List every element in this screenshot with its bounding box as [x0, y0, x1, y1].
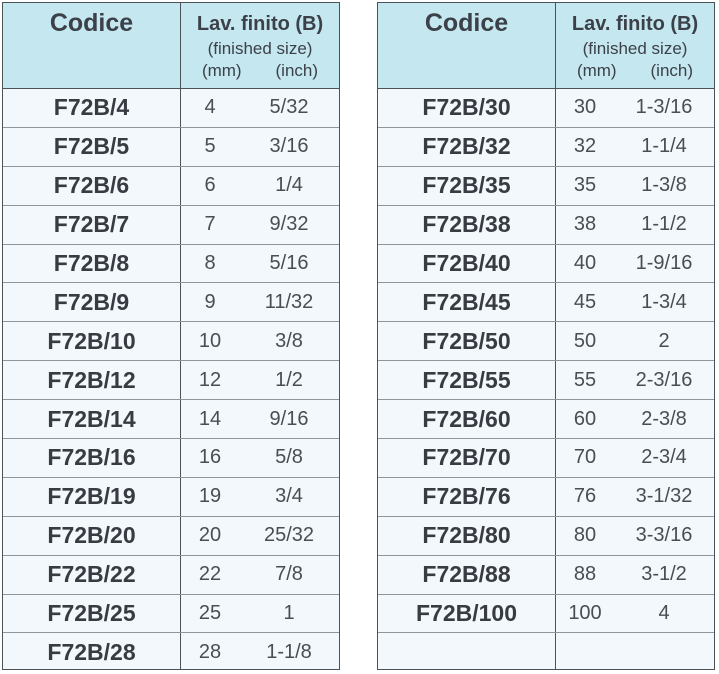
mm-cell: 7 — [204, 213, 216, 236]
table-row — [3, 439, 339, 478]
mm-cell: 28 — [198, 640, 222, 663]
table-row — [3, 89, 339, 128]
code-cell: F72B/100 — [378, 595, 556, 633]
code-cell — [378, 633, 556, 670]
code-cell: F72B/80 — [378, 517, 556, 555]
mm-cell: 38 — [573, 213, 597, 236]
table-row — [378, 595, 714, 634]
size-header-title: Lav. finito (B) — [196, 13, 324, 35]
table-row — [3, 167, 339, 206]
inch-cell: 1/4 — [275, 174, 303, 197]
mm-cell: 32 — [573, 135, 597, 158]
mm-cell: 60 — [573, 407, 597, 430]
inch-cell: 1 — [283, 602, 295, 625]
mm-cell: 4 — [204, 96, 216, 119]
inch-cell: 2 — [658, 329, 670, 352]
mm-cell: 88 — [573, 563, 597, 586]
code-cell: F72B/5 — [3, 128, 181, 166]
mm-cell: 100 — [568, 602, 602, 625]
unit-inch-label: (inch) — [650, 61, 694, 80]
inch-cell: 2-3/8 — [641, 407, 687, 430]
table-row — [3, 478, 339, 517]
code-cell: F72B/38 — [378, 206, 556, 244]
mm-cell: 12 — [198, 368, 222, 391]
mm-cell: 9 — [204, 290, 216, 313]
inch-cell: 1-1/4 — [641, 135, 687, 158]
table-row — [3, 400, 339, 439]
inch-cell: 1-3/16 — [635, 96, 693, 119]
size-header-title: Lav. finito (B) — [571, 13, 699, 35]
size-header-subtitle: (finished size) — [582, 39, 688, 58]
inch-cell: 11/32 — [264, 290, 314, 313]
code-cell: F72B/8 — [3, 245, 181, 283]
code-cell: F72B/14 — [3, 400, 181, 438]
table-row — [378, 556, 714, 595]
code-cell: F72B/19 — [3, 478, 181, 516]
unit-labels — [556, 61, 714, 81]
table-row — [378, 128, 714, 167]
table-row — [3, 245, 339, 284]
table-body — [378, 89, 714, 670]
inch-cell: 5/32 — [269, 96, 309, 119]
table-row — [378, 517, 714, 556]
table-row — [3, 595, 339, 634]
mm-cell: 50 — [573, 329, 597, 352]
inch-cell: 3-1/2 — [641, 563, 687, 586]
code-column-header: Codice — [3, 3, 181, 88]
table-row — [378, 400, 714, 439]
mm-cell: 16 — [198, 446, 222, 469]
inch-cell: 9/16 — [269, 407, 309, 430]
table-row — [3, 206, 339, 245]
inch-cell: 2-3/16 — [635, 368, 693, 391]
mm-cell: 70 — [573, 446, 597, 469]
table-row — [378, 89, 714, 128]
unit-mm-label: (mm) — [576, 61, 617, 80]
inch-cell: 3-1/32 — [635, 485, 693, 508]
unit-labels — [181, 61, 339, 81]
inch-cell: 3/16 — [269, 135, 309, 158]
mm-cell: 20 — [198, 524, 222, 547]
code-cell: F72B/35 — [378, 167, 556, 205]
inch-cell: 1-1/8 — [266, 640, 312, 663]
code-cell: F72B/45 — [378, 283, 556, 321]
inch-cell: 1-1/2 — [641, 213, 687, 236]
table-row — [378, 633, 714, 670]
mm-cell: 6 — [204, 174, 216, 197]
inch-cell: 1-9/16 — [635, 252, 693, 274]
inch-cell: 5/16 — [269, 252, 309, 274]
table-row — [3, 283, 339, 322]
code-column-header: Codice — [378, 3, 556, 88]
mm-cell: 10 — [198, 329, 222, 352]
table-row — [378, 361, 714, 400]
size-column-header — [181, 3, 339, 88]
unit-inch-label: (inch) — [275, 61, 319, 80]
code-cell: F72B/40 — [378, 245, 556, 283]
size-column-header — [556, 3, 714, 88]
table-row — [378, 245, 714, 284]
inch-cell: 9/32 — [269, 213, 309, 236]
mm-cell: 5 — [204, 135, 216, 158]
unit-mm-label: (mm) — [201, 61, 242, 80]
table-row — [378, 206, 714, 245]
mm-cell: 14 — [198, 407, 222, 430]
code-cell: F72B/12 — [3, 361, 181, 399]
inch-cell: 5/8 — [275, 446, 303, 469]
table-row — [3, 361, 339, 400]
table-header — [378, 3, 714, 89]
code-cell: F72B/32 — [378, 128, 556, 166]
code-cell: F72B/4 — [3, 89, 181, 127]
table-body — [3, 89, 339, 670]
code-cell: F72B/50 — [378, 322, 556, 360]
code-cell: F72B/25 — [3, 595, 181, 633]
code-cell: F72B/28 — [3, 633, 181, 670]
table-row — [3, 322, 339, 361]
code-cell: F72B/16 — [3, 439, 181, 477]
mm-cell: 45 — [573, 290, 597, 313]
mm-cell: 55 — [573, 368, 597, 391]
code-cell: F72B/22 — [3, 556, 181, 594]
mm-cell: 80 — [573, 524, 597, 547]
table-row — [3, 128, 339, 167]
mm-cell: 30 — [573, 96, 597, 119]
inch-cell: 3/8 — [275, 329, 303, 352]
code-cell: F72B/7 — [3, 206, 181, 244]
table-row — [378, 322, 714, 361]
inch-cell: 25/32 — [263, 524, 315, 547]
table-row — [378, 167, 714, 206]
inch-cell: 7/8 — [275, 563, 303, 586]
mm-cell: 22 — [198, 563, 222, 586]
size-header-subtitle: (finished size) — [207, 39, 313, 58]
code-cell: F72B/55 — [378, 361, 556, 399]
code-cell: F72B/88 — [378, 556, 556, 594]
mm-cell: 19 — [198, 485, 222, 508]
mm-cell: 8 — [204, 252, 216, 274]
table-row — [3, 517, 339, 556]
mm-cell: 25 — [198, 602, 222, 625]
inch-cell: 3-3/16 — [635, 524, 693, 547]
code-cell: F72B/9 — [3, 283, 181, 321]
table-row — [378, 439, 714, 478]
code-cell: F72B/20 — [3, 517, 181, 555]
code-cell: F72B/10 — [3, 322, 181, 360]
table-row — [3, 556, 339, 595]
code-cell: F72B/76 — [378, 478, 556, 516]
inch-cell: 4 — [658, 602, 670, 625]
code-cell: F72B/60 — [378, 400, 556, 438]
inch-cell: 1-3/4 — [641, 290, 687, 313]
table-row — [378, 478, 714, 517]
code-cell: F72B/70 — [378, 439, 556, 477]
inch-cell: 3/4 — [275, 485, 303, 508]
inch-cell: 1-3/8 — [641, 174, 687, 197]
mm-cell: 76 — [573, 485, 597, 508]
table-row — [3, 633, 339, 670]
size-table-right — [377, 2, 715, 670]
inch-cell: 1/2 — [275, 368, 303, 391]
mm-cell: 35 — [573, 174, 597, 197]
mm-cell: 40 — [573, 252, 597, 274]
inch-cell: 2-3/4 — [641, 446, 687, 469]
table-header — [3, 3, 339, 89]
table-row — [378, 283, 714, 322]
size-table-left — [2, 2, 340, 670]
code-cell: F72B/30 — [378, 89, 556, 127]
code-cell: F72B/6 — [3, 167, 181, 205]
